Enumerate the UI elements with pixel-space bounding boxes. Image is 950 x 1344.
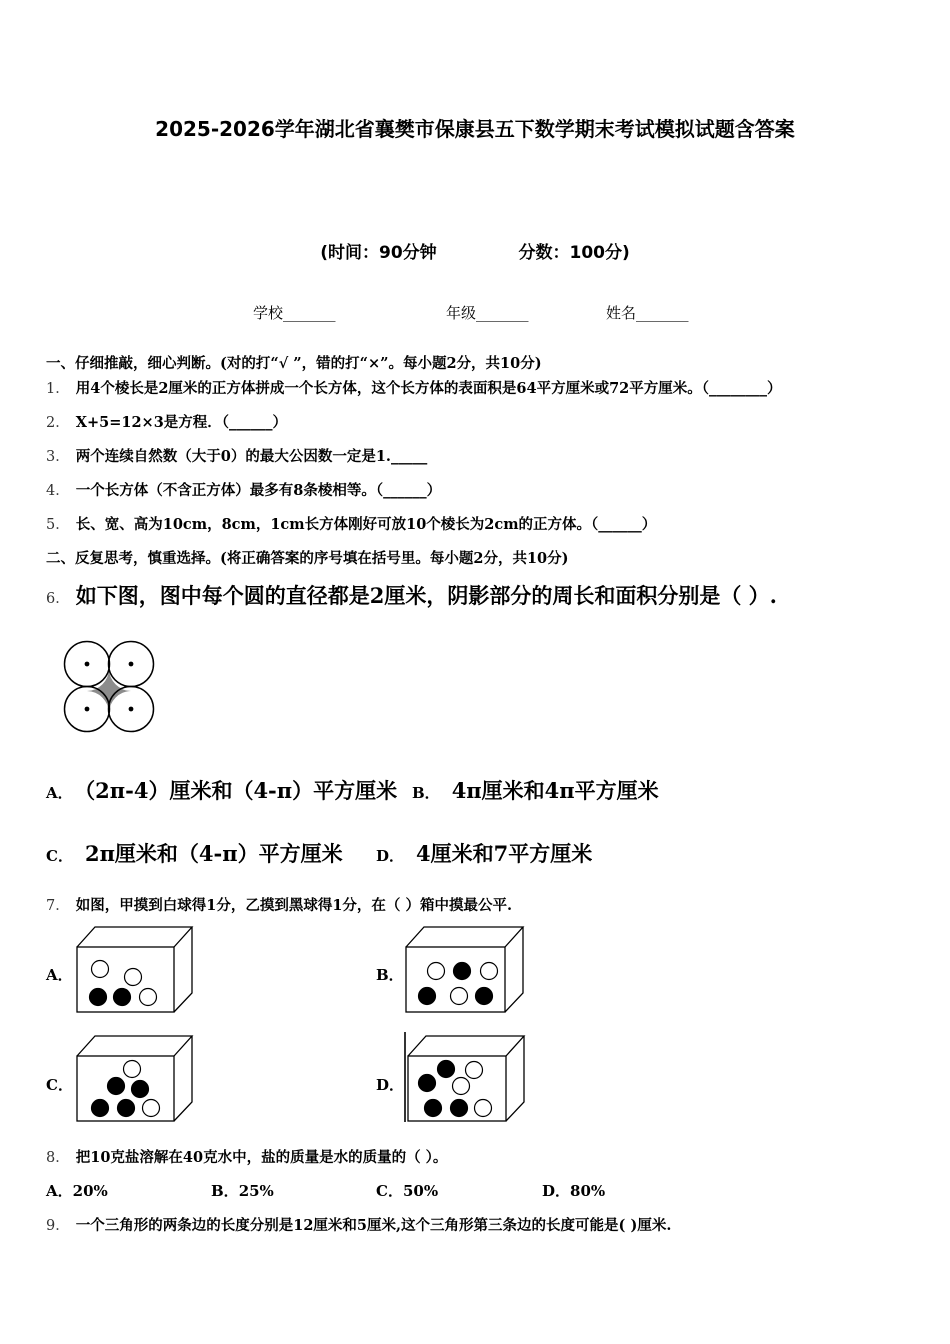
question-number: 2． — [46, 415, 70, 431]
q8-option-a[interactable] — [46, 1180, 108, 1201]
question-text: X+5=12×3是方程．（______） — [75, 414, 288, 431]
option-text: （2π-4）厘米和（4-π）平方厘米 — [84, 778, 398, 803]
question-text: 把10克盐溶解在40克水中，盐的质量是水的质量的（ ）。 — [75, 1149, 448, 1166]
question-number: 9． — [46, 1218, 70, 1234]
option-label: B． — [211, 1182, 239, 1200]
option-label: D． — [376, 847, 405, 865]
question-text: 一个三角形的两条边的长度分别是12厘米和5厘米,这个三角形第三条边的长度可能是( )厘米. — [75, 1217, 672, 1234]
section-1-heading: 一、仔细推敲，细心判断。(对的打“√ ”，错的打“×”。每小题2分，共10分) — [46, 355, 542, 372]
question-text: 一个长方体（不含正方体）最多有8条棱相等。（______） — [75, 482, 442, 499]
center-dot — [129, 707, 134, 712]
option-text: 2π厘米和（4-π）平方厘米 — [84, 841, 343, 866]
grade-field: 年级_______ — [446, 304, 529, 322]
school-field: 学校_______ — [253, 304, 336, 322]
question-2 — [46, 411, 287, 432]
q8-option-d[interactable] — [542, 1180, 605, 1201]
question-6 — [46, 580, 777, 610]
four-circles-figure — [60, 638, 162, 736]
q7-option-b-label[interactable]: B． — [376, 966, 404, 984]
ball-box-a[interactable] — [76, 925, 196, 1015]
option-text: 4π厘米和4π平方厘米 — [451, 778, 659, 803]
option-label: B． — [412, 784, 440, 802]
question-4 — [46, 479, 441, 500]
question-number: 1． — [46, 381, 70, 397]
center-dot — [129, 662, 134, 667]
total-score: 分数：100分) — [518, 243, 630, 263]
question-text: 用4个棱长是2厘米的正方体拼成一个长方体，这个长方体的表面积是64平方厘米或72平方厘米。（________） — [75, 380, 782, 397]
option-text: 80% — [570, 1182, 606, 1200]
ball-box-d[interactable] — [403, 1032, 529, 1124]
q7-option-d-label[interactable]: D． — [376, 1076, 405, 1094]
question-text: 长、宽、高为10cm，8cm，1cm长方体刚好可放10个棱长为2cm的正方体。（______） — [75, 516, 657, 533]
time-limit: (时间：90分钟 — [320, 243, 437, 263]
page-title: 2025-2026学年湖北省襄樊市保康县五下数学期末考试模拟试题含答案 — [155, 117, 795, 141]
question-number: 4． — [46, 483, 70, 499]
center-dot — [85, 662, 90, 667]
option-text: 4厘米和7平方厘米 — [416, 841, 593, 866]
q6-option-d[interactable] — [376, 838, 592, 868]
name-field: 姓名_______ — [606, 304, 689, 322]
question-number: 6． — [46, 591, 70, 607]
option-text: 20% — [72, 1182, 108, 1200]
option-label: C． — [376, 1182, 403, 1200]
q6-option-c[interactable] — [46, 838, 343, 868]
question-9 — [46, 1214, 671, 1235]
question-number: 8． — [46, 1150, 70, 1166]
q7-option-a-label[interactable]: A． — [46, 966, 73, 984]
ball-box-c[interactable] — [76, 1034, 196, 1124]
q8-option-b[interactable] — [211, 1180, 274, 1201]
question-3 — [46, 445, 427, 466]
question-number: 7． — [46, 898, 70, 914]
option-text: 25% — [238, 1182, 274, 1200]
question-8 — [46, 1146, 447, 1167]
question-text: 如图，甲摸到白球得1分，乙摸到黑球得1分，在（ ）箱中摸最公平. — [75, 897, 513, 914]
exam-info — [0, 238, 950, 263]
option-text: 50% — [402, 1182, 439, 1200]
question-text: 两个连续自然数（大于0）的最大公因数一定是1._____ — [75, 448, 428, 465]
question-5 — [46, 513, 656, 534]
option-label: C． — [46, 847, 73, 865]
q6-option-b[interactable] — [412, 775, 659, 805]
question-number: 5． — [46, 517, 70, 533]
q7-option-c-label[interactable]: C． — [46, 1076, 73, 1094]
question-text: 如下图，图中每个圆的直径都是2厘米，阴影部分的周长和面积分别是（ ）. — [75, 583, 777, 608]
section-2-heading: 二、反复思考，慎重选择。(将正确答案的序号填在括号里。每小题2分，共10分) — [46, 550, 569, 567]
question-number: 3． — [46, 449, 70, 465]
option-label: A． — [46, 1182, 73, 1200]
option-label: A． — [46, 784, 73, 802]
question-7 — [46, 894, 512, 915]
q6-option-a[interactable] — [46, 775, 397, 805]
ball-box-b[interactable] — [405, 925, 527, 1015]
center-dot — [85, 707, 90, 712]
option-label: D． — [542, 1182, 571, 1200]
q8-option-c[interactable] — [376, 1180, 438, 1201]
question-1 — [46, 377, 782, 398]
